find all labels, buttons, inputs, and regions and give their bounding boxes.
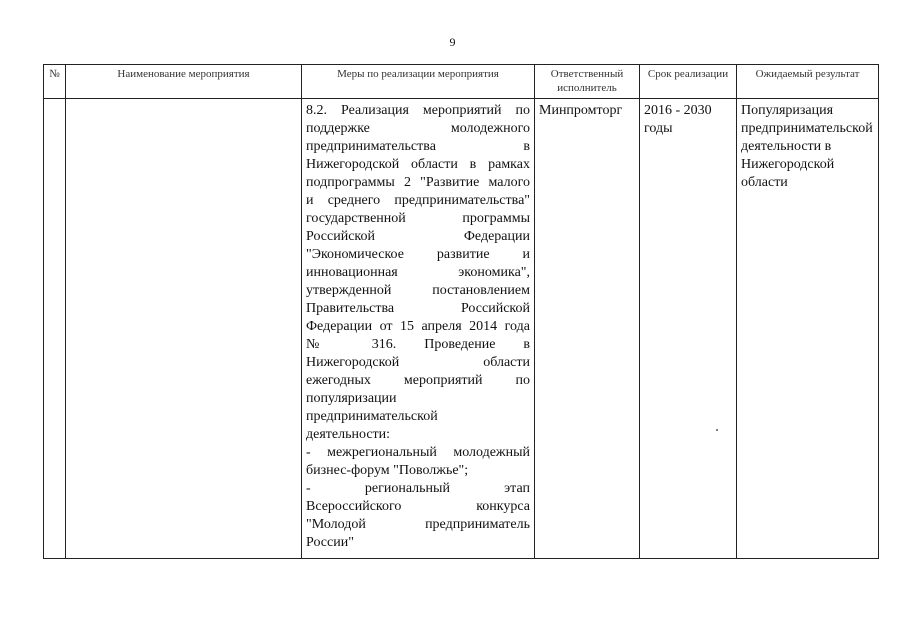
measures-line: "Молодой предприниматель — [306, 517, 530, 532]
measures-line: деятельности: — [306, 427, 391, 442]
measures-line: 8.2. Реализация мероприятий по — [306, 103, 530, 118]
measures-line: подпрограммы 2 "Развитие малого — [306, 175, 530, 190]
measures-line: популяризации — [306, 391, 397, 406]
measures-line: государственной программы — [306, 211, 530, 226]
header-executor: Ответственный исполнитель — [535, 65, 640, 99]
cell-number — [44, 99, 66, 559]
header-measures: Меры по реализации мероприятия — [302, 65, 535, 99]
measures-line: Всероссийского конкурса — [306, 499, 530, 514]
measures-line: России" — [306, 535, 354, 550]
cell-term: 2016 - 2030 годы — [640, 99, 737, 559]
measures-line: предпринимательства в — [306, 139, 530, 154]
measures-line: - межрегиональный молодежный — [306, 445, 530, 460]
header-name: Наименование мероприятия — [66, 65, 302, 99]
cell-measures — [302, 99, 535, 559]
measures-table — [43, 64, 879, 559]
measures-line: Нижегородской области — [306, 355, 530, 370]
measures-line: утвержденной постановлением — [306, 283, 530, 298]
cell-name — [66, 99, 302, 559]
header-term: Срок реализации — [640, 65, 737, 99]
cell-executor: Минпромторг — [535, 99, 640, 559]
measures-line: Российской Федерации — [306, 229, 530, 244]
table-header-row — [44, 65, 879, 99]
measures-line: бизнес-форум "Поволжье"; — [306, 463, 469, 478]
measures-line: поддержке молодежного — [306, 121, 530, 136]
measures-line: Федерации от 15 апреля 2014 года — [306, 319, 530, 334]
measures-line: предпринимательской — [306, 409, 438, 424]
measures-line: и среднего предпринимательства" — [306, 193, 530, 208]
measures-line: № 316. Проведение в — [306, 337, 530, 352]
measures-line: инновационная экономика", — [306, 265, 530, 280]
cell-result: Популяризация предпринимательской деятельности в Нижегородской области — [737, 99, 879, 559]
measures-line: Нижегородской области в рамках — [306, 157, 530, 172]
table-row — [44, 99, 879, 559]
measures-line: "Экономическое развитие и — [306, 247, 530, 262]
page-number: 9 — [449, 35, 456, 49]
header-number: № — [44, 65, 66, 99]
scan-speck — [716, 429, 718, 431]
measures-line: ежегодных мероприятий по — [306, 373, 530, 388]
measures-line: Правительства Российской — [306, 301, 530, 316]
measures-line: - региональный этап — [306, 481, 530, 496]
header-result: Ожидаемый результат — [737, 65, 879, 99]
